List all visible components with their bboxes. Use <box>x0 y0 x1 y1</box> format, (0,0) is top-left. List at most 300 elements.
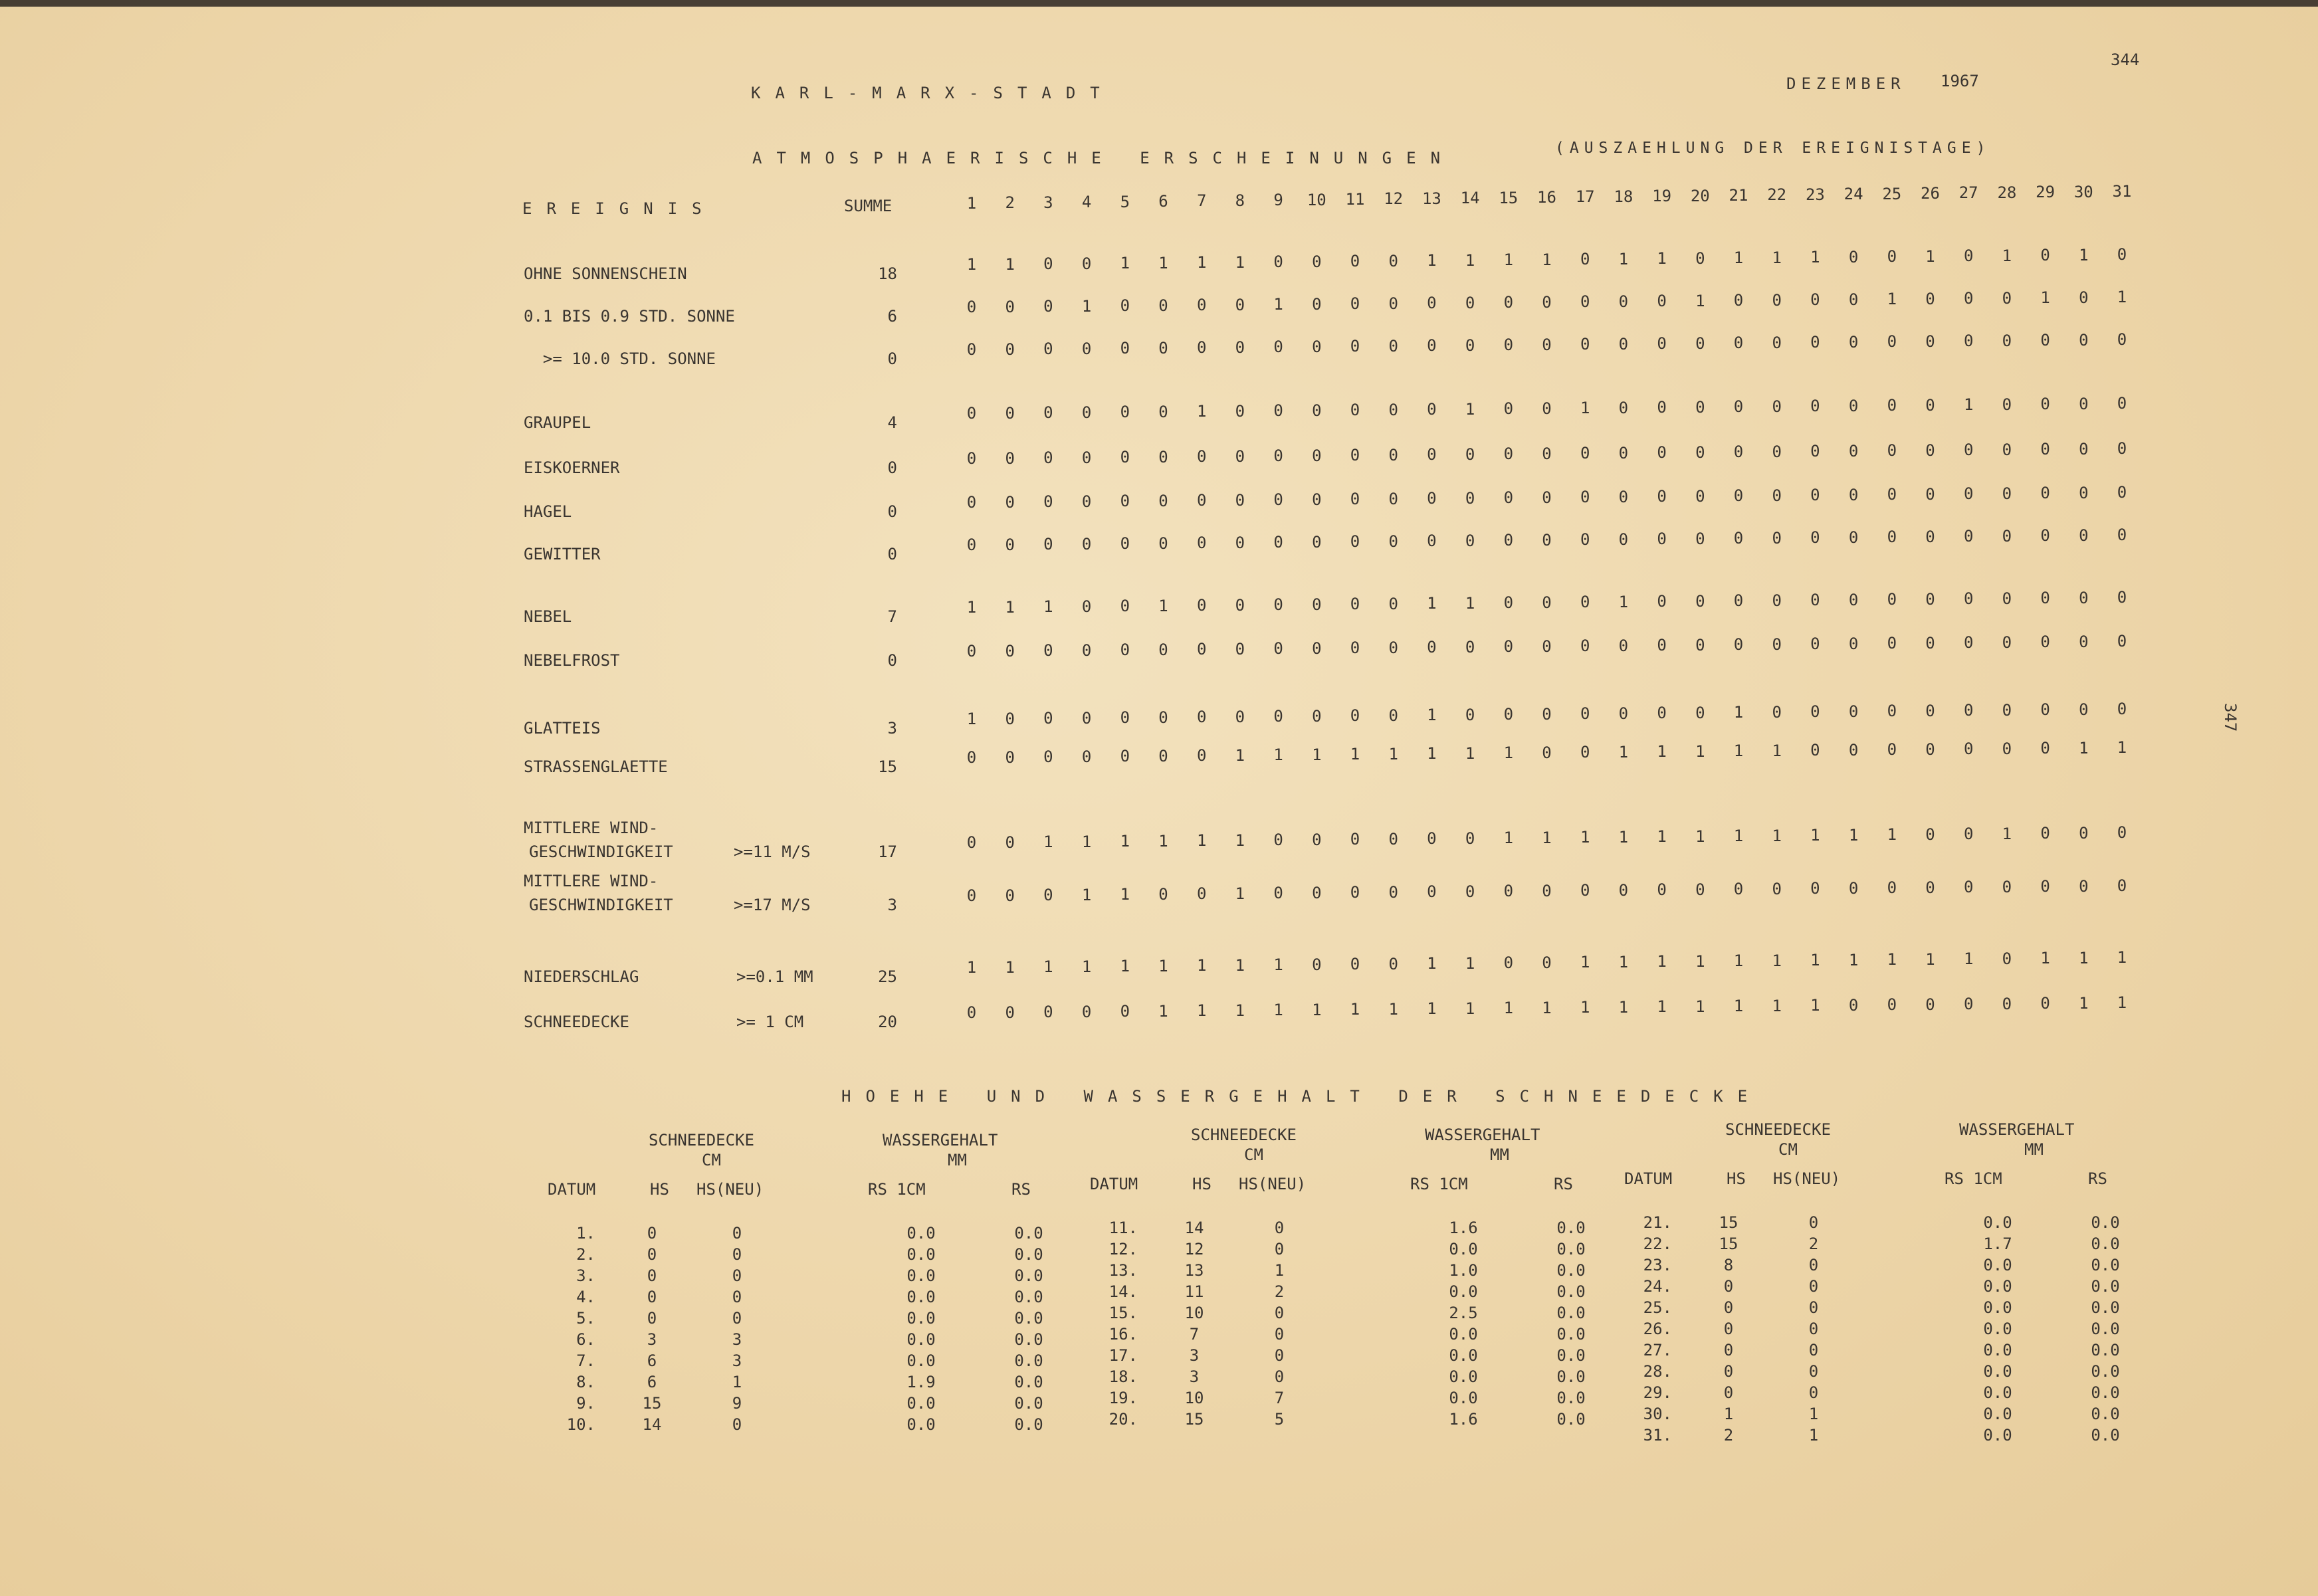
event-day-value: 0 <box>1542 637 1552 656</box>
event-day-value: 0 <box>1465 336 1475 355</box>
event-day-value: 0 <box>1427 829 1437 848</box>
water-rs-cell: 0.0 <box>2091 1256 2120 1274</box>
water-rs1-cell: 0.0 <box>1449 1389 1478 1407</box>
event-day-value: 0 <box>1657 398 1667 417</box>
event-day-value: 1 <box>1235 831 1245 850</box>
event-label: GLATTEIS <box>524 719 601 738</box>
event-day-value: 0 <box>1388 532 1398 551</box>
event-day-value: 0 <box>1312 883 1322 902</box>
event-day-value: 0 <box>2117 245 2127 264</box>
event-day-value: 0 <box>1081 641 1092 660</box>
event-day-value: 1 <box>1810 951 1820 969</box>
event-day-value: 0 <box>1350 490 1360 508</box>
event-day-value: 0 <box>2002 526 2012 546</box>
snow-depth-header: SCHNEEDECKE <box>1725 1120 1831 1139</box>
event-day-value: 0 <box>2117 876 2127 895</box>
snow-depth-cell: 10 <box>1184 1389 1204 1407</box>
event-day-value: 0 <box>1465 531 1475 550</box>
event-day-value: 1 <box>1005 597 1015 617</box>
event-day-value: 0 <box>1618 487 1629 506</box>
date-cell: 13. <box>1108 1261 1138 1280</box>
event-day-value: 1 <box>1196 831 1207 850</box>
day-header-9: 9 <box>1273 191 1283 210</box>
event-day-value: 0 <box>1273 707 1283 726</box>
event-day-value: 0 <box>1963 878 1974 896</box>
event-day-value: 0 <box>1312 401 1322 420</box>
snow-depth-cell: 15 <box>1719 1213 1738 1232</box>
event-day-value: 0 <box>966 404 977 423</box>
event-day-value: 0 <box>1618 880 1629 900</box>
event-day-value: 1 <box>1465 399 1475 419</box>
event-day-value: 0 <box>1733 529 1744 548</box>
event-day-value: 0 <box>1120 296 1130 315</box>
event-day-value: 0 <box>1580 704 1590 723</box>
event-day-value: 0 <box>1618 636 1629 655</box>
date-cell: 21. <box>1643 1213 1672 1232</box>
event-day-value: 1 <box>1618 592 1629 611</box>
event-sum: 0 <box>887 502 897 521</box>
snow-depth-cell: 15 <box>642 1394 662 1413</box>
new-snow-cell: 0 <box>1274 1346 1285 1365</box>
day-header-30: 30 <box>2073 182 2093 201</box>
event-day-value: 0 <box>966 886 977 905</box>
event-day-value: 1 <box>2002 246 2012 265</box>
event-day-value: 0 <box>1312 294 1322 314</box>
date-cell: 11. <box>1108 1219 1138 1237</box>
event-day-value: 0 <box>1695 880 1705 899</box>
event-day-value: 0 <box>1925 289 1935 308</box>
event-day-value: 0 <box>1810 486 1820 504</box>
event-day-value: 0 <box>1005 449 1015 468</box>
date-cell: 2. <box>576 1245 595 1264</box>
rs-header: RS <box>1554 1175 1573 1193</box>
event-day-value: 0 <box>1925 995 1935 1014</box>
event-day-value: 0 <box>1427 445 1437 464</box>
event-day-value: 0 <box>1695 397 1705 417</box>
water-rs-cell: 0.0 <box>1556 1410 1586 1429</box>
event-day-value: 0 <box>1427 336 1437 355</box>
event-day-value: 1 <box>1043 957 1053 976</box>
water-content-header: WASSERGEHALT <box>1959 1120 2075 1139</box>
month-label: DEZEMBER <box>1786 74 1906 93</box>
event-day-value: 0 <box>1580 743 1590 761</box>
event-day-value: 0 <box>1158 447 1168 466</box>
event-day-value: 0 <box>1043 748 1053 766</box>
date-cell: 8. <box>576 1373 595 1391</box>
event-day-value: 1 <box>1081 832 1092 851</box>
event-day-value: 0 <box>1657 704 1667 722</box>
event-day-value: 0 <box>1542 953 1552 972</box>
event-day-value: 0 <box>2079 588 2089 607</box>
event-day-value: 1 <box>1158 253 1168 272</box>
date-cell: 10. <box>566 1415 595 1434</box>
hs-new-header: HS(NEU) <box>1239 1175 1307 1193</box>
event-day-value: 0 <box>1158 640 1168 659</box>
water-rs1-cell: 0.0 <box>1983 1298 2012 1317</box>
event-day-value: 0 <box>1388 638 1398 657</box>
event-day-value: 0 <box>1312 337 1322 356</box>
water-rs-cell: 0.0 <box>1014 1351 1043 1370</box>
water-rs1-cell: 0.0 <box>1983 1362 2012 1381</box>
event-day-value: 0 <box>1887 702 1897 720</box>
event-day-value: 1 <box>1733 951 1744 970</box>
event-condition: >=17 M/S <box>734 896 811 914</box>
event-sum: 6 <box>887 307 897 326</box>
event-day-value: 0 <box>1925 633 1935 652</box>
event-day-value: 1 <box>2079 993 2089 1013</box>
day-header-15: 15 <box>1499 188 1519 207</box>
event-day-value: 0 <box>1005 748 1015 767</box>
event-day-value: 1 <box>1312 1000 1322 1019</box>
snow-unit: CM <box>1244 1146 1263 1164</box>
event-day-value: 1 <box>1810 996 1820 1015</box>
water-rs1-cell: 0.0 <box>1983 1341 2012 1359</box>
water-rs1-cell: 0.0 <box>906 1245 936 1264</box>
event-day-value: 0 <box>2079 526 2089 545</box>
event-day-value: 0 <box>1312 830 1322 849</box>
water-rs1-cell: 0.0 <box>906 1351 936 1370</box>
event-day-value: 0 <box>1542 444 1552 463</box>
event-day-value: 0 <box>1733 397 1744 416</box>
event-day-value: 0 <box>1350 883 1360 902</box>
event-day-value: 0 <box>1196 708 1207 726</box>
water-rs-cell: 0.0 <box>1014 1266 1043 1285</box>
new-snow-cell: 9 <box>732 1394 742 1413</box>
event-day-value: 1 <box>1772 741 1782 760</box>
event-day-value: 0 <box>1542 488 1552 507</box>
day-header-29: 29 <box>2036 183 2055 202</box>
water-rs1-cell: 0.0 <box>906 1266 936 1285</box>
event-day-value: 0 <box>1235 447 1245 466</box>
event-day-value: 1 <box>1963 949 1974 968</box>
water-rs1-cell: 0.0 <box>906 1288 936 1306</box>
event-day-value: 0 <box>1503 705 1514 724</box>
event-day-value: 0 <box>1005 833 1015 852</box>
water-unit: MM <box>2024 1140 2044 1159</box>
event-day-value: 1 <box>1081 885 1092 904</box>
event-day-value: 1 <box>1542 828 1552 847</box>
water-rs-cell: 0.0 <box>1556 1261 1586 1280</box>
event-label: GRAUPEL <box>524 413 591 432</box>
event-day-value: 0 <box>1043 297 1053 316</box>
water-rs1-cell: 0.0 <box>906 1309 936 1328</box>
day-header-13: 13 <box>1422 189 1441 208</box>
event-day-value: 0 <box>1542 704 1552 724</box>
event-day-value: 0 <box>1695 591 1705 611</box>
new-snow-cell: 0 <box>732 1288 742 1306</box>
day-header-23: 23 <box>1805 185 1825 204</box>
event-day-value: 0 <box>1772 442 1782 461</box>
event-day-value: 0 <box>1350 706 1360 725</box>
page-number: 344 <box>2111 50 2140 69</box>
event-condition: >= 1 CM <box>736 1013 804 1031</box>
event-day-value: 0 <box>1081 254 1092 273</box>
new-snow-cell: 0 <box>1808 1362 1819 1381</box>
event-day-value: 1 <box>1120 957 1130 975</box>
event-day-value: 0 <box>1542 881 1552 900</box>
snow-depth-cell: 0 <box>647 1266 657 1285</box>
event-day-value: 1 <box>1427 706 1437 724</box>
event-day-value: 0 <box>1273 338 1283 356</box>
snow-depth-cell: 3 <box>647 1330 657 1349</box>
date-cell: 15. <box>1108 1304 1138 1322</box>
day-header-26: 26 <box>1921 184 1940 203</box>
event-day-value: 0 <box>1542 530 1552 549</box>
event-day-value: 1 <box>1043 597 1053 616</box>
event-day-value: 1 <box>1848 825 1859 845</box>
event-day-value: 0 <box>1312 595 1322 614</box>
event-day-value: 0 <box>1120 403 1130 421</box>
event-day-value: 0 <box>1043 403 1053 422</box>
event-label: NEBELFROST <box>524 651 620 670</box>
event-label: GEWITTER <box>524 545 601 563</box>
event-day-value: 0 <box>1158 402 1168 421</box>
event-day-value: 0 <box>1120 1002 1130 1021</box>
water-rs1-cell: 0.0 <box>1983 1320 2012 1338</box>
event-day-value: 0 <box>1005 403 1015 423</box>
new-snow-cell: 3 <box>732 1330 742 1349</box>
hs-header: HS <box>1192 1175 1212 1193</box>
event-day-value: 0 <box>1235 639 1245 658</box>
event-day-value: 0 <box>2002 288 2012 308</box>
new-snow-cell: 0 <box>1808 1298 1819 1317</box>
event-day-value: 0 <box>1503 882 1514 900</box>
event-day-value: 0 <box>1081 747 1092 766</box>
day-header-2: 2 <box>1005 193 1015 213</box>
event-day-value: 1 <box>2079 948 2089 967</box>
event-day-value: 0 <box>1120 339 1130 357</box>
event-day-value: 0 <box>1925 527 1935 546</box>
event-day-value: 0 <box>1081 534 1092 553</box>
event-day-value: 0 <box>1350 294 1360 313</box>
event-day-value: 0 <box>1427 294 1437 312</box>
snow-depth-cell: 0 <box>647 1288 657 1306</box>
event-day-value: 0 <box>966 748 977 767</box>
water-rs-cell: 0.0 <box>1014 1394 1043 1413</box>
event-label-line2: GESCHWINDIGKEIT <box>529 896 673 914</box>
day-header-19: 19 <box>1652 187 1672 206</box>
event-day-value: 1 <box>1503 250 1514 269</box>
side-page-number: 347 <box>2221 703 2240 732</box>
snow-depth-cell: 0 <box>1723 1320 1734 1338</box>
new-snow-cell: 1 <box>1274 1261 1285 1280</box>
snow-depth-cell: 3 <box>1189 1367 1200 1386</box>
event-day-value: 1 <box>1657 952 1667 971</box>
event-day-value: 0 <box>1542 399 1552 418</box>
event-day-value: 0 <box>1810 635 1820 653</box>
event-day-value: 0 <box>1043 641 1053 660</box>
new-snow-cell: 0 <box>1274 1325 1285 1344</box>
event-day-value: 1 <box>1925 949 1935 969</box>
rs-header: RS <box>1011 1180 1031 1199</box>
event-day-value: 0 <box>2117 439 2127 458</box>
event-day-value: 1 <box>1657 827 1667 846</box>
day-header-8: 8 <box>1235 191 1245 210</box>
event-day-value: 1 <box>1733 997 1744 1015</box>
water-rs-cell: 0.0 <box>1014 1224 1043 1243</box>
event-day-value: 0 <box>1350 446 1360 464</box>
event-day-value: 1 <box>2117 738 2127 757</box>
event-day-value: 0 <box>2117 700 2127 718</box>
event-day-value: 0 <box>2002 994 2012 1013</box>
event-day-value: 0 <box>1657 334 1667 353</box>
event-day-value: 0 <box>1235 707 1245 726</box>
event-day-value: 0 <box>2117 823 2127 842</box>
water-rs-cell: 0.0 <box>2091 1362 2120 1381</box>
event-label: MITTLERE WIND- <box>524 872 659 890</box>
water-rs-cell: 0.0 <box>2091 1341 2120 1359</box>
event-day-value: 0 <box>1465 705 1475 724</box>
event-day-value: 0 <box>1580 593 1590 611</box>
day-header-3: 3 <box>1043 193 1053 212</box>
event-day-value: 0 <box>1273 884 1283 902</box>
event-day-value: 0 <box>1312 955 1322 974</box>
new-snow-cell: 2 <box>1808 1235 1819 1253</box>
event-day-value: 0 <box>1350 252 1360 270</box>
event-day-value: 0 <box>1580 444 1590 462</box>
event-day-value: 0 <box>1235 595 1245 615</box>
day-header-18: 18 <box>1614 187 1633 206</box>
new-snow-cell: 0 <box>1274 1219 1285 1237</box>
event-day-value: 0 <box>1196 447 1207 466</box>
water-rs1-cell: 1.6 <box>1449 1410 1478 1429</box>
event-day-value: 0 <box>1772 397 1782 416</box>
event-label: STRASSENGLAETTE <box>524 757 668 776</box>
event-day-value: 0 <box>2002 484 2012 503</box>
water-rs-cell: 0.0 <box>1014 1330 1043 1349</box>
event-day-value: 0 <box>1848 878 1859 898</box>
event-sum: 7 <box>887 607 897 626</box>
event-day-value: 0 <box>2079 330 2089 349</box>
event-day-value: 1 <box>1350 1000 1360 1019</box>
water-rs-cell: 0.0 <box>1556 1219 1586 1237</box>
new-snow-cell: 0 <box>732 1245 742 1264</box>
event-day-value: 0 <box>1465 637 1475 656</box>
event-day-value: 0 <box>1043 535 1053 553</box>
event-day-value: 1 <box>1657 997 1667 1016</box>
event-day-value: 1 <box>1733 827 1744 845</box>
event-day-value: 0 <box>1005 297 1015 316</box>
event-day-value: 0 <box>1618 704 1629 723</box>
event-day-value: 0 <box>1925 701 1935 720</box>
water-rs1-cell: 0.0 <box>906 1394 936 1413</box>
event-day-value: 0 <box>1657 530 1667 548</box>
date-cell: 29. <box>1643 1383 1672 1402</box>
event-day-value: 0 <box>1963 995 1974 1013</box>
snow-depth-cell: 15 <box>1719 1235 1738 1253</box>
event-day-value: 1 <box>1810 826 1820 845</box>
new-snow-cell: 7 <box>1274 1389 1285 1407</box>
event-day-value: 0 <box>1273 533 1283 551</box>
event-day-value: 1 <box>1235 746 1245 765</box>
event-day-value: 0 <box>1235 490 1245 510</box>
event-day-value: 0 <box>1887 995 1897 1014</box>
snow-depth-cell: 11 <box>1184 1282 1204 1301</box>
water-rs-cell: 0.0 <box>1556 1325 1586 1344</box>
day-header-21: 21 <box>1729 186 1748 205</box>
new-snow-cell: 0 <box>1808 1277 1819 1296</box>
event-label: EISKOERNER <box>524 458 620 477</box>
event-day-value: 1 <box>1542 998 1552 1017</box>
water-rs1-cell: 1.0 <box>1449 1261 1478 1280</box>
event-day-value: 0 <box>1887 878 1897 897</box>
event-day-value: 0 <box>2079 632 2089 651</box>
event-day-value: 1 <box>1196 956 1207 975</box>
event-day-value: 0 <box>1580 335 1590 353</box>
event-day-value: 0 <box>1848 995 1859 1015</box>
event-day-value: 0 <box>2002 440 2012 459</box>
event-day-value: 0 <box>2002 739 2012 758</box>
water-rs-cell: 0.0 <box>2091 1277 2120 1296</box>
event-label: 0.1 BIS 0.9 STD. SONNE <box>524 307 735 326</box>
event-day-value: 0 <box>2040 246 2050 264</box>
event-day-value: 0 <box>1158 746 1168 765</box>
day-header-17: 17 <box>1575 187 1595 207</box>
event-day-value: 1 <box>1196 253 1207 272</box>
section1-title: ATMOSPHAERISCHE ERSCHEINUNGEN <box>752 149 1455 167</box>
event-day-value: 0 <box>1120 492 1130 510</box>
water-content-header: WASSERGEHALT <box>1425 1126 1540 1144</box>
event-day-value: 0 <box>1465 488 1475 508</box>
event-day-value: 1 <box>1848 950 1859 969</box>
water-rs-cell: 0.0 <box>1556 1304 1586 1322</box>
event-day-value: 1 <box>1772 996 1782 1015</box>
event-day-value: 0 <box>1848 290 1859 309</box>
event-day-value: 1 <box>2002 824 2012 843</box>
new-snow-cell: 0 <box>1808 1213 1819 1232</box>
sum-column-header: SUMME <box>844 197 893 215</box>
water-rs1-cell: 1.9 <box>906 1373 936 1391</box>
event-day-value: 0 <box>966 833 977 852</box>
water-rs-cell: 0.0 <box>2091 1426 2120 1445</box>
day-header-25: 25 <box>1882 184 1902 203</box>
snow-depth-cell: 0 <box>647 1309 657 1328</box>
event-day-value: 0 <box>1772 591 1782 610</box>
event-day-value: 0 <box>1081 339 1092 358</box>
water-rs-cell: 0.0 <box>2091 1405 2120 1423</box>
event-day-value: 0 <box>1772 635 1782 654</box>
snow-depth-cell: 0 <box>1723 1298 1734 1317</box>
event-day-value: 0 <box>1120 448 1130 466</box>
hs-header: HS <box>1727 1169 1746 1188</box>
snow-depth-cell: 0 <box>1723 1341 1734 1359</box>
event-day-value: 0 <box>1350 532 1360 551</box>
date-cell: 16. <box>1108 1325 1138 1344</box>
rs-1cm-header: RS 1CM <box>1410 1175 1468 1193</box>
event-day-value: 0 <box>1196 884 1207 903</box>
date-cell: 9. <box>576 1394 595 1413</box>
event-day-value: 0 <box>1887 528 1897 546</box>
event-day-value: 0 <box>966 1003 977 1022</box>
event-day-value: 0 <box>1542 335 1552 354</box>
new-snow-cell: 0 <box>1808 1320 1819 1338</box>
event-day-value: 0 <box>1312 252 1322 271</box>
snow-depth-cell: 15 <box>1184 1410 1204 1429</box>
event-label: MITTLERE WIND- <box>524 819 659 837</box>
event-sum: 3 <box>887 896 897 914</box>
date-cell: 5. <box>576 1309 595 1328</box>
event-day-value: 0 <box>1503 953 1514 972</box>
event-day-value: 0 <box>1848 485 1859 504</box>
date-cell: 1. <box>576 1224 595 1243</box>
event-day-value: 0 <box>1810 290 1820 309</box>
event-day-value: 0 <box>1580 250 1590 268</box>
event-day-value: 0 <box>1043 1003 1053 1021</box>
event-day-value: 0 <box>1772 333 1782 352</box>
event-day-value: 1 <box>1772 951 1782 970</box>
day-header-28: 28 <box>1997 183 2017 202</box>
day-header-24: 24 <box>1844 185 1863 204</box>
